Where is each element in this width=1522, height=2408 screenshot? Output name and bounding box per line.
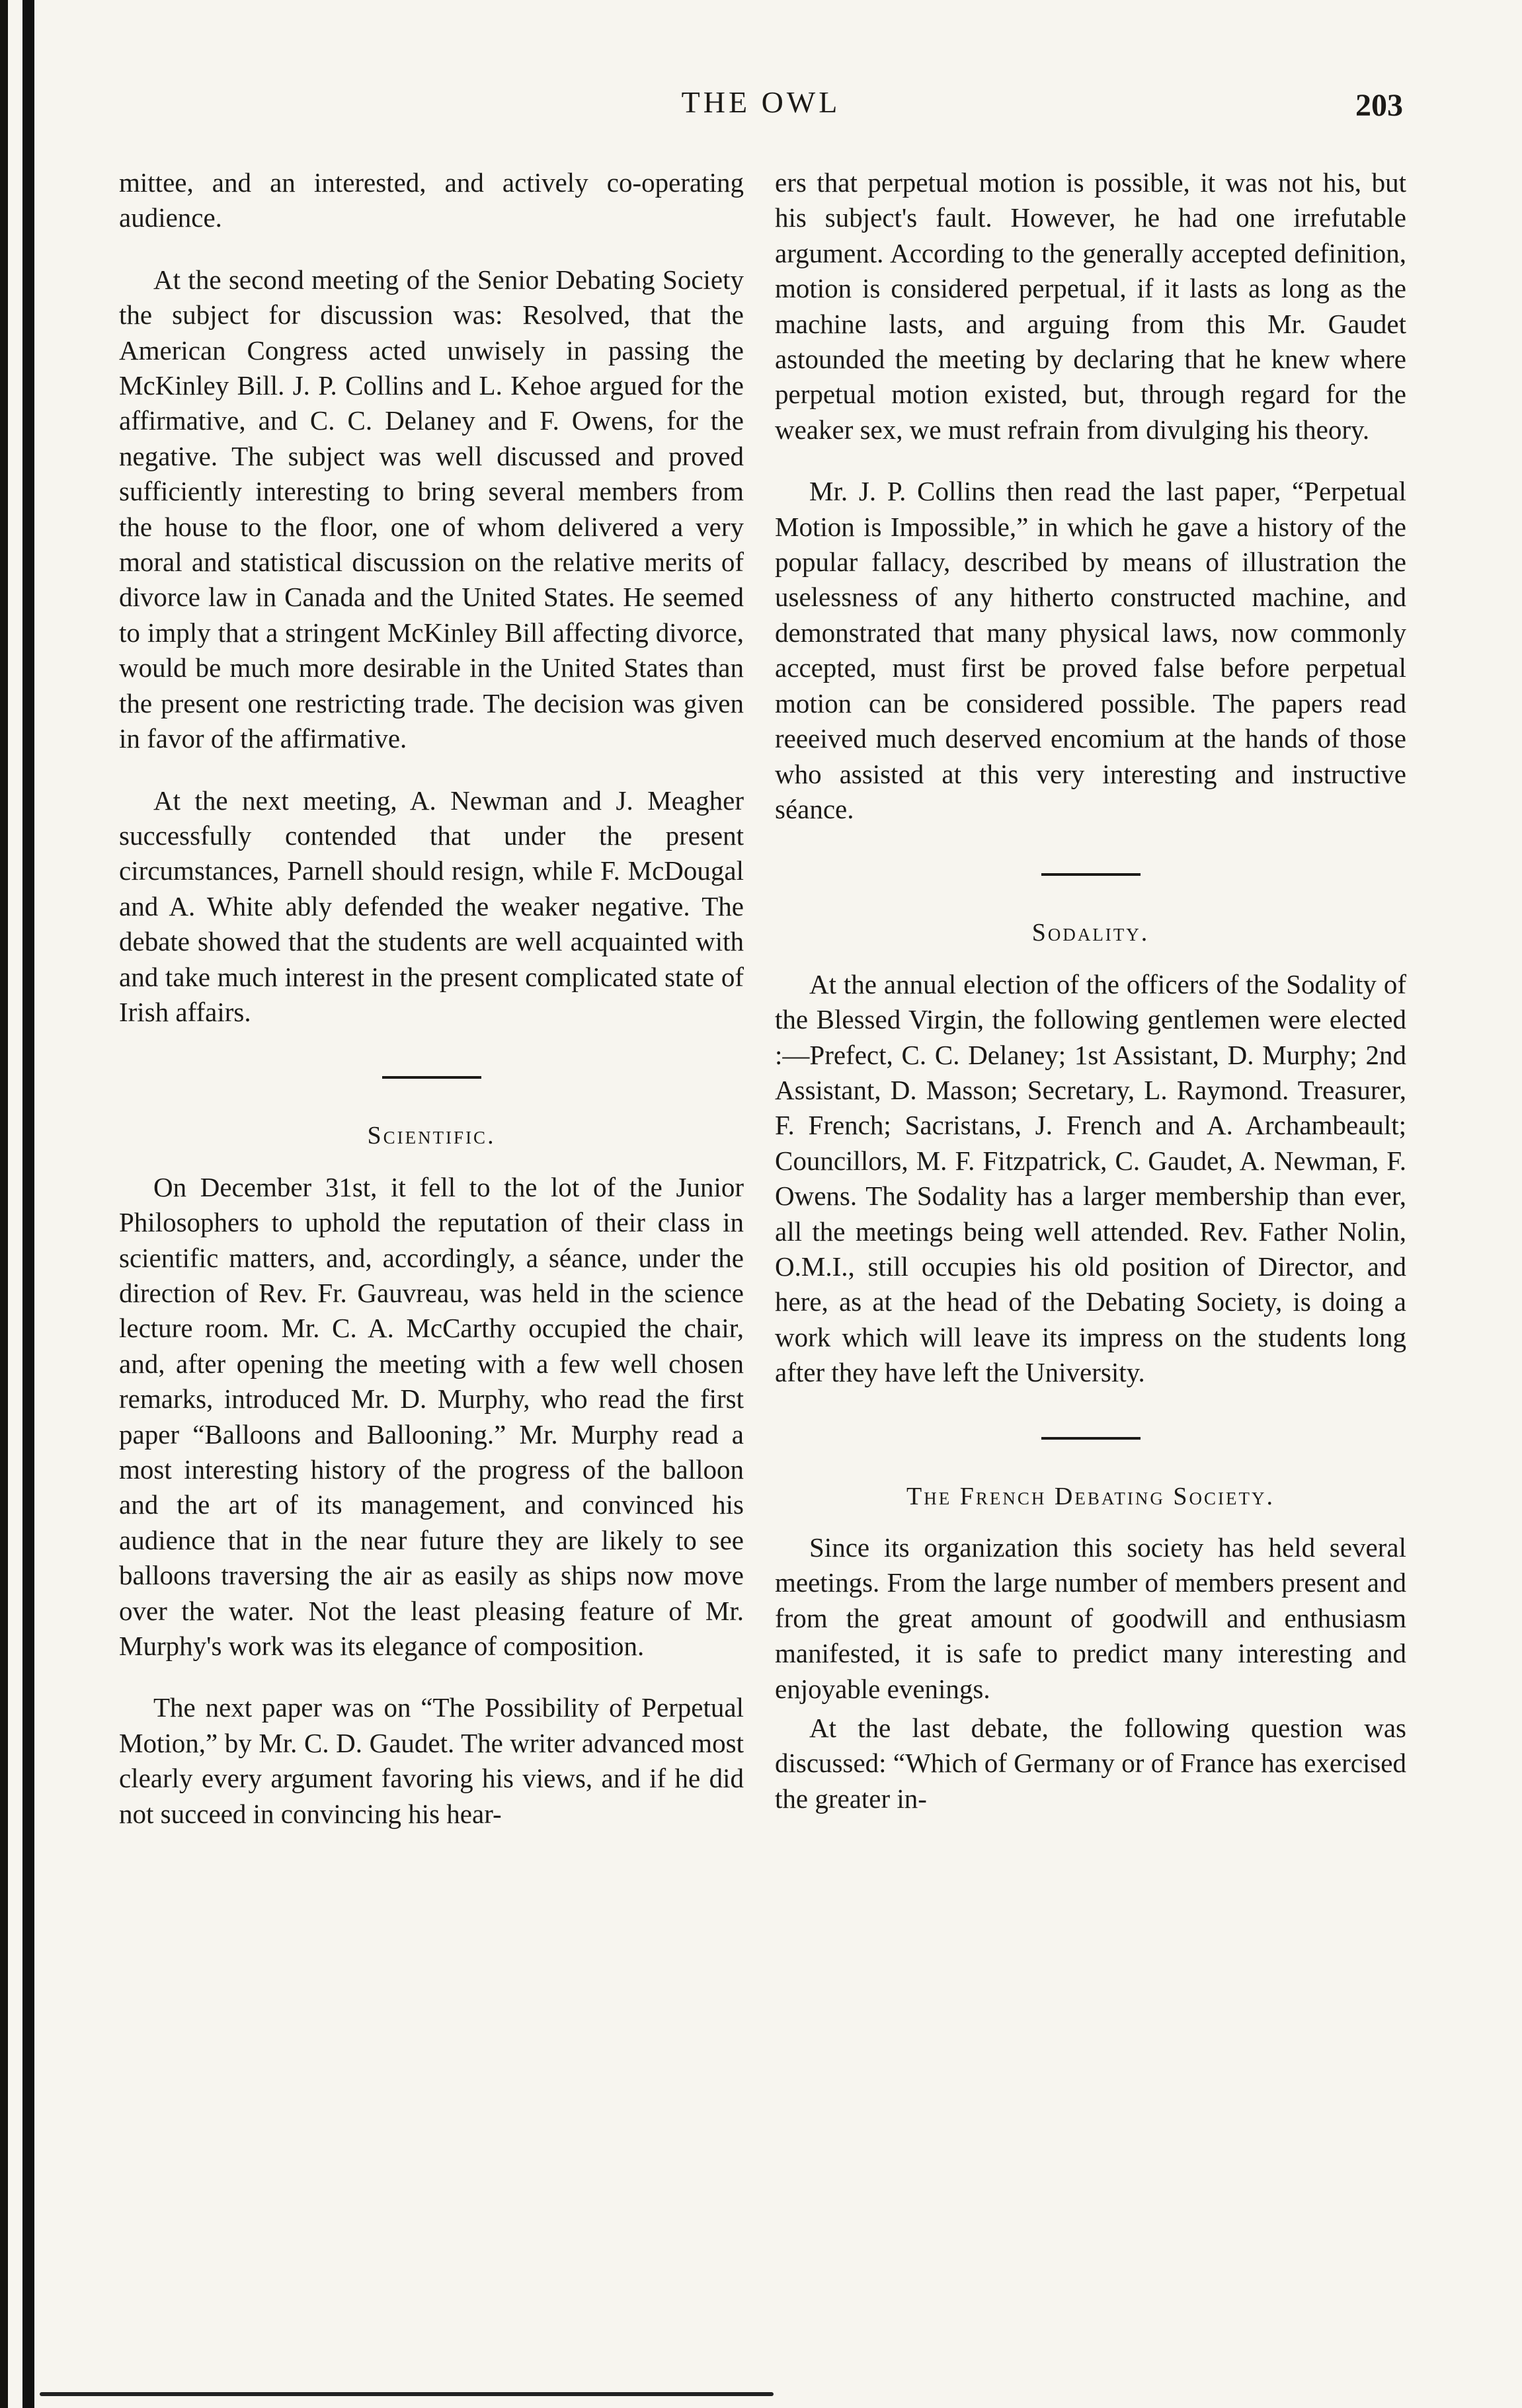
scan-border-left bbox=[0, 0, 8, 2408]
section-heading-french-debating: The French Debating Society. bbox=[906, 1482, 1275, 1510]
paragraph-sodality: At the annual election of the officers of the Sodality of the Blessed Virgin, the following gentlemen were elected :—Prefect, C. C. Delaney; 1st Assistant, D. Murphy; 2nd Assistant, D. Masson; Secretary, L. Raymond. Treasurer, F. French; Sacristans, J. French and A. Archambeault; Councillors, M. F. Fitzpatrick, C. Gaudet, A. Newman, F. Owens. The Sodality has a larger membership than ever, all the meetings being well attended. Rev. Father Nolin, O.M.I., still occupies his old position of Director, and here, as at the head of the Debating Society, is doing a work which will leave its impress on the students long after they have left the University. bbox=[775, 968, 1406, 1388]
scan-border-bottom bbox=[40, 2392, 774, 2396]
right-column bbox=[775, 165, 1406, 1843]
paragraph-collins: Mr. J. P. Collins then read the last paper, “Perpetual Motion is Impossible,” in which he gave a history of the popular fallacy, described by means of illustration the uselessness of any hitherto constructed machine, and demonstrated that many physical laws, now commonly accepted, must first be proved false before perpetual motion can be considered possible. The papers read reeeived much deserved encomium at the hands of those who assisted at this very interesting and instructive séance. bbox=[775, 476, 1406, 824]
paragraph-next-meeting: At the next meeting, A. Newman and J. Meagher successfully contended that under the present circumstances, Parnell should resign, while F. McDougal and A. White ably defended the weaker negative. The debate showed that the students are well acquainted with and take much interest in the present complicated state of Irish affairs. bbox=[119, 785, 744, 1027]
scan-border-left-inner bbox=[22, 0, 34, 2408]
paragraph-perpetual-motion: The next paper was on “The Possibility of Perpetual Motion,” by Mr. C. D. Gaudet. The writer advanced most clearly every argument favoring his views, and if he did not succeed in convincing his hear- bbox=[119, 1692, 744, 1829]
section-heading-sodality: Sodality. bbox=[1031, 919, 1150, 947]
paragraph-french-last-debate: At the last debate, the following question was discussed: “Which of Germany or of France has exercised the greater in- bbox=[775, 1713, 1406, 1814]
page-header bbox=[0, 85, 1522, 137]
paragraph-scientific: On December 31st, it fell to the lot of the Junior Philosophers to uphold the reputation of their class in scientific matters, and, accordingly, a séance, under the direction of Rev. Fr. Gauvreau, was held in the science lecture room. Mr. C. A. McCarthy occupied the chair, and, after opening the meeting with a few well chosen remarks, introduced Mr. D. Murphy, who read the first paper “Balloons and Ballooning.” Mr. Murphy read a most interesting history of the progress of the balloon and the art of its management, and convinced his audience that in the near future they are likely to see balloons traversing the air as easily as ships now move over the water. Not the least pleasing feature of Mr. Murphy's work was its elegance of composition. bbox=[119, 1171, 744, 1662]
left-column bbox=[119, 165, 744, 1858]
paragraph-continuation: mittee, and an interested, and actively co-operating audience. bbox=[119, 167, 744, 233]
paragraph-gaudet-continuation: ers that perpetual motion is possible, it was not his, but his subject's fault. However, he had one irrefutable argument. According to the generally accepted definition, motion is considered perpetual, if it lasts as long as the machine lasts, and arguing from this Mr. Gaudet astounded the meeting by declaring that he knew where perpetual motion existed, but, through regard for the weaker sex, we must refrain from divulging his theory. bbox=[775, 167, 1406, 445]
paragraph-french-organization: Since its organization this society has held several meetings. From the large number of members present and from the great amount of goodwill and enthusiasm manifested, it is safe to predict many interesting and enjoyable evenings. bbox=[775, 1532, 1406, 1704]
section-heading-scientific: Scientific. bbox=[367, 1122, 496, 1150]
section-divider bbox=[382, 1076, 481, 1079]
running-title: THE OWL bbox=[681, 85, 841, 119]
paragraph-senior-debating: At the second meeting of the Senior Debating Society the subject for discussion was: Resolved, that the American Congress acted unwisely in passing the McKinley Bill. J. P. Collins and L. Kehoe argued for the affirmative, and C. C. Delaney and F. Owens, for the negative. The subject was well discussed and proved sufficiently interesting to bring several members from the house to the floor, one of whom delivered a very moral and statistical discussion on the relative merits of divorce law in Canada and the United States. He seemed to imply that a stringent McKinley Bill affecting divorce, would be much more desirable in the United States than the present one restricting trade. The decision was given in favor of the affirmative. bbox=[119, 264, 744, 754]
section-divider bbox=[1041, 873, 1141, 876]
page-number: 203 bbox=[1355, 88, 1403, 123]
section-divider bbox=[1041, 1437, 1141, 1440]
